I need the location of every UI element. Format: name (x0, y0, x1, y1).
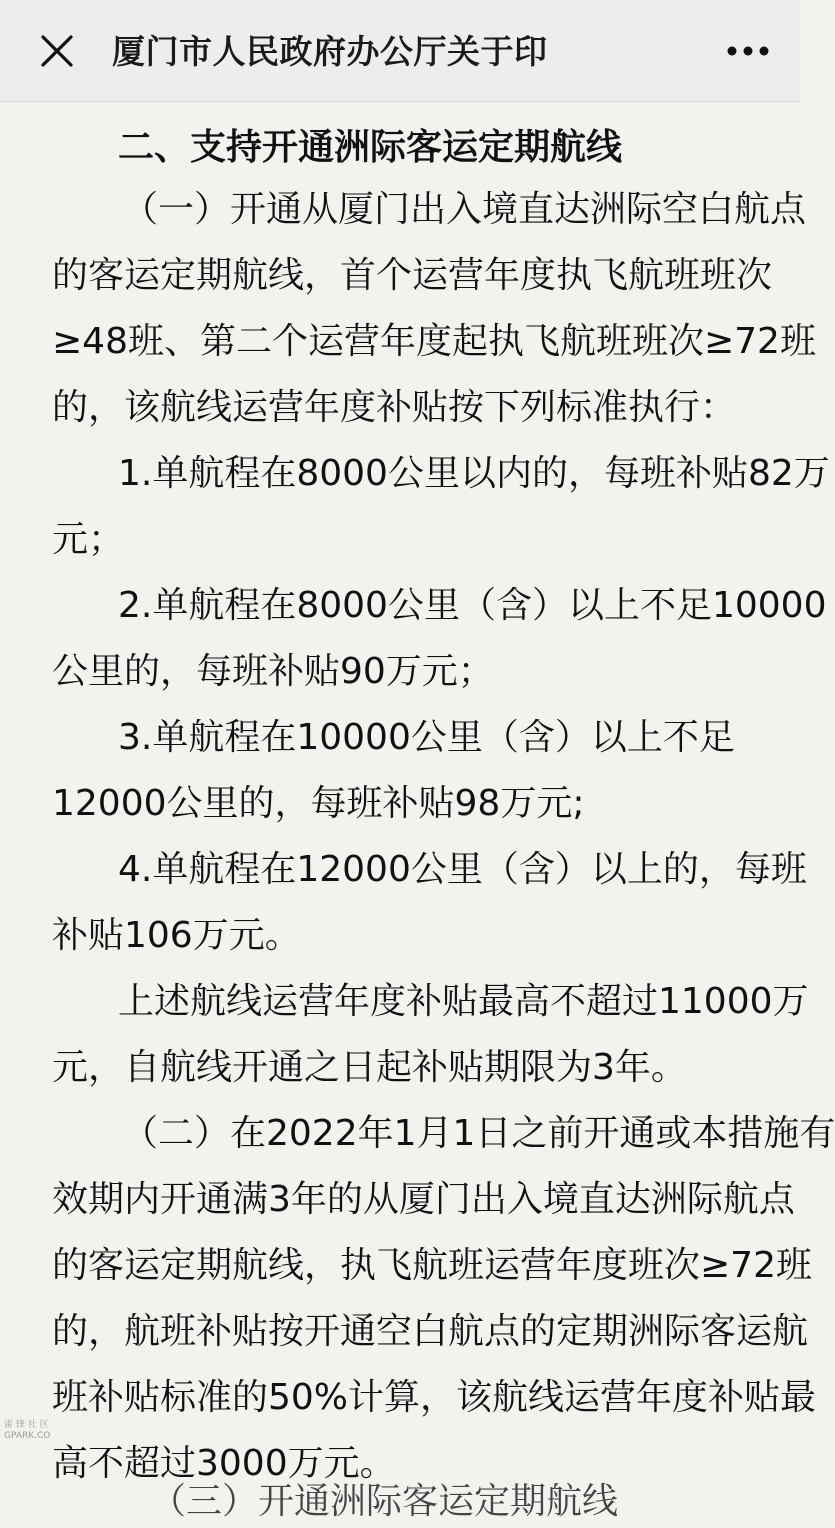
paragraph-line: 公里的，每班补贴90万元； (52, 651, 494, 692)
paragraph-line: 元，自航线开通之日起补贴期限为3年。 (52, 1047, 687, 1088)
paragraph-line: （二）在2022年1月1日之前开通或本措施有 (122, 1113, 835, 1154)
close-button[interactable] (30, 24, 84, 78)
paragraph-line: 2.单航程在8000公里（含）以上不足10000 (118, 585, 827, 626)
paragraph-line: 高不超过3000万元。 (52, 1443, 396, 1484)
paragraph-line: 4.单航程在12000公里（含）以上的，每班 (118, 849, 807, 890)
paragraph-line: 3.单航程在10000公里（含）以上不足 (118, 717, 735, 758)
paragraph-line: 班补贴标准的50%计算，该航线运营年度补贴最 (52, 1377, 817, 1418)
paragraph-line: （一）开通从厦门出入境直达洲际空白航点 (122, 189, 807, 230)
paragraph-line: 效期内开通满3年的从厦门出入境直达洲际航点 (52, 1179, 795, 1220)
page-title: 厦门市人民政府办公厅关于印 (112, 32, 548, 71)
paragraph-line: 1.单航程在8000公里以内的，每班补贴82万 (118, 453, 830, 494)
paragraph-line: 12000公里的，每班补贴98万元; (52, 783, 585, 824)
section-heading: 二、支持开通洲际客运定期航线 (118, 127, 623, 168)
close-icon (40, 34, 74, 68)
paragraph-line: 补贴106万元。 (52, 915, 301, 956)
paragraph-line: ≥48班、第二个运营年度起执飞航班班次≥72班 (52, 321, 816, 362)
paragraph-line: 的客运定期航线，首个运营年度执飞航班班次 (52, 255, 773, 296)
paragraph-line: 的客运定期航线，执飞航班运营年度班次≥72班 (52, 1245, 812, 1286)
more-options-button[interactable] (718, 24, 778, 78)
partial-next-line: （三）开通洲际客运定期航线 (150, 1481, 619, 1522)
watermark-logo: 雷 锋 社 区 GPARK.CO (4, 1420, 51, 1441)
paragraph-line: 元； (52, 519, 125, 560)
paragraph-line: 上述航线运营年度补贴最高不超过11000万 (118, 981, 809, 1022)
paragraph-line: 的，航班补贴按开通空白航点的定期洲际客运航 (52, 1311, 809, 1352)
top-navigation-bar (0, 0, 800, 102)
paragraph-line: 的，该航线运营年度补贴按下列标准执行： (52, 387, 737, 428)
more-dots-icon (726, 45, 770, 57)
